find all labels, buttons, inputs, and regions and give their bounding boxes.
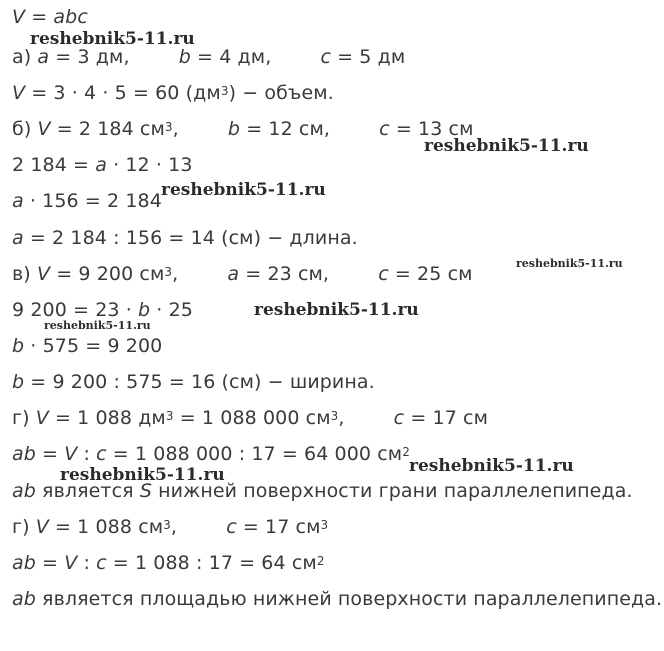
watermark: reshebnik5-11.ru [516,257,623,270]
formula-line: а) a = 3 дм, b = 4 дм, c = 5 дм [12,46,406,68]
formula-line: ab является площадью нижней поверхности параллелепипеда. [12,588,663,610]
formula-line: a = 2 184 : 156 = 14 (см) − длина. [12,227,358,249]
watermark: reshebnik5-11.ru [254,300,419,320]
formula-line: г) V = 1 088 $дм^3 = 1$ 088 000 $см^3$, c = 17 см [12,407,489,429]
watermark: reshebnik5-11.ru [161,180,326,200]
formula-line: г) V = 1 088 $см^3$, c = 17 $см^3$ [12,516,329,538]
formula-line: a · 156 = 2 184 [12,190,162,212]
watermark: reshebnik5-11.ru [44,319,151,332]
formula-line: б) V = 2 184 $см^3$, b = 12 см, c = 13 см [12,118,474,140]
formula-line: ab = V : c = 1 088 : 17 = 64 $см^2$ [12,552,325,574]
watermark: reshebnik5-11.ru [424,136,589,156]
formula-line: 2 184 = a · 12 · 13 [12,154,193,176]
watermark: reshebnik5-11.ru [60,465,225,485]
formula-line: V = abc [12,6,88,28]
formula-line: V = 3 · 4 · 5 = 60 $(дм^3)$ − объем. [12,82,334,104]
formula-line: b = 9 200 : 575 = 16 (см) − ширина. [12,371,375,393]
formula-line: b · 575 = 9 200 [12,335,163,357]
formula-line: ab является S нижней поверхности грани параллелепипеда. [12,480,633,502]
formula-line: ab = V : c = 1 088 000 : 17 = 64 000 $см^2$ [12,443,410,465]
watermark: reshebnik5-11.ru [30,29,195,49]
formula-line: в) V = 9 200 $см^3$, a = 23 см, c = 25 см [12,263,473,285]
watermark: reshebnik5-11.ru [409,456,574,476]
formula-line: 9 200 = 23 · b · 25 [12,299,193,321]
